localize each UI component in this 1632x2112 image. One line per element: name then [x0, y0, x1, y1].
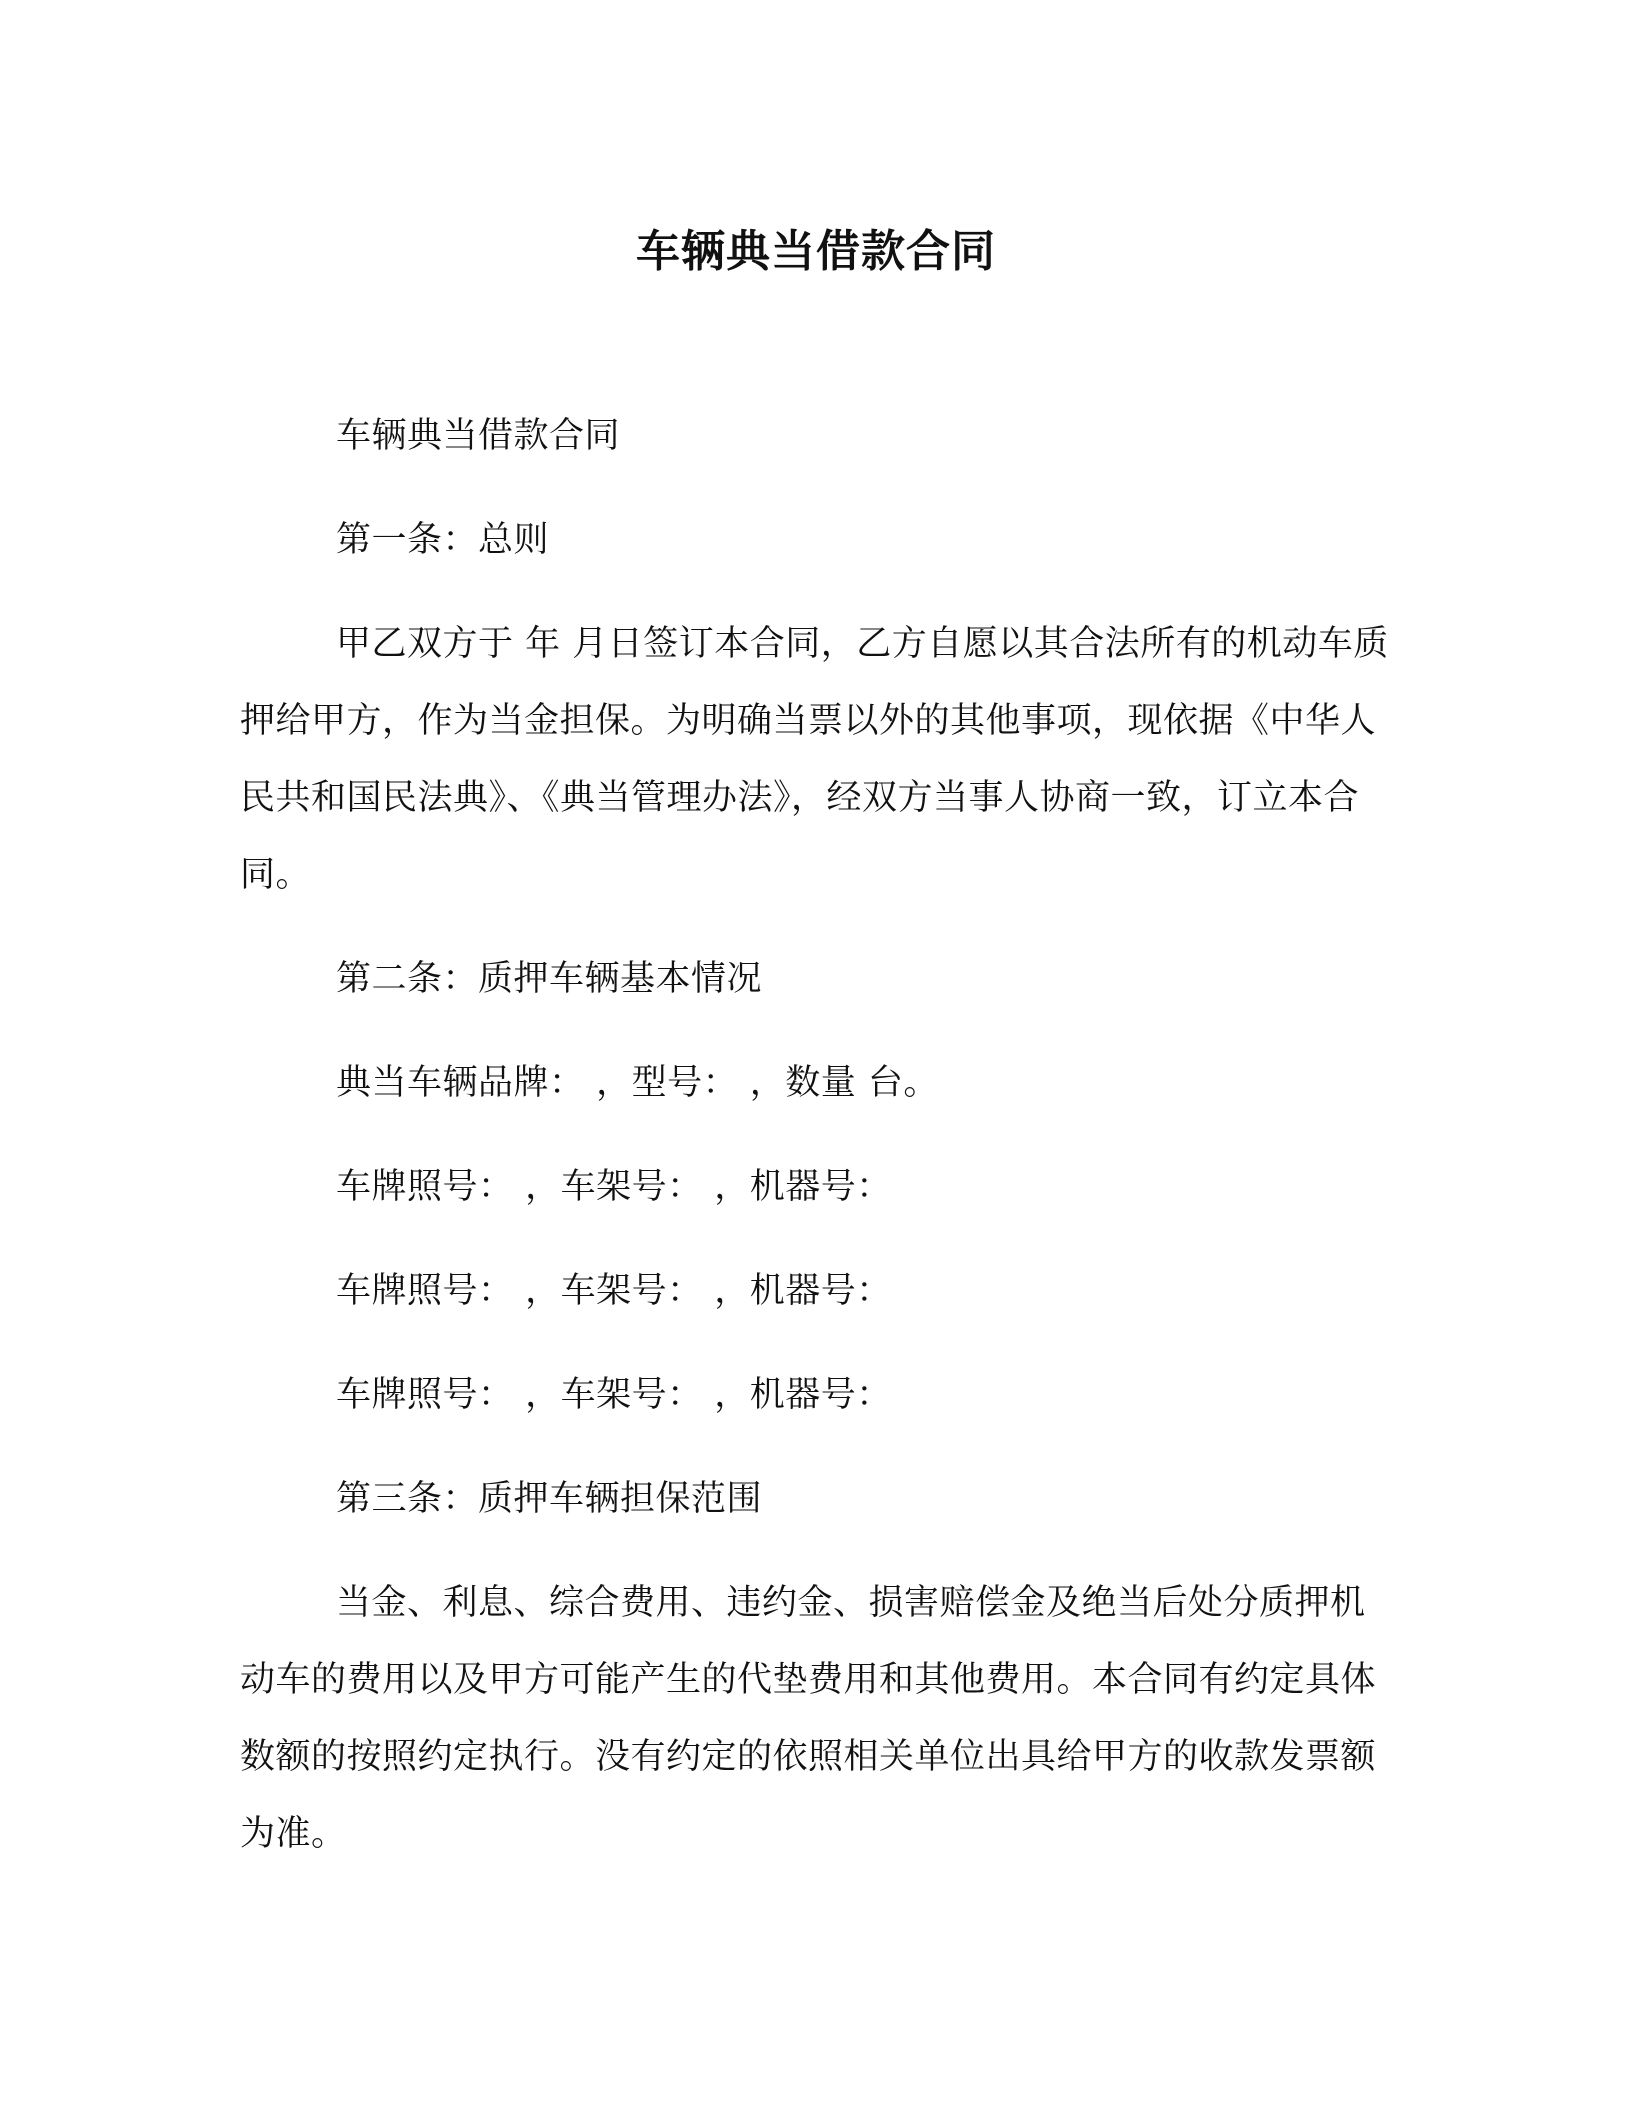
article-1-heading: 第一条：总则	[336, 520, 550, 560]
vehicle-plate-line: 车牌照号： ，车架号： ，机器号：	[336, 1167, 892, 1207]
subtitle-paragraph: 车辆典当借款合同	[336, 416, 621, 456]
article-1-text: 甲乙双方于 年 月日签订本合同，乙方自愿以其合法所有的机动车质押给甲方，作为当金担保。为明确当票以外的其他事项，现依据《中华人民共和国民法典》、《典当管理办法》，经双方当事人协商一致，订立本合同。	[240, 624, 1389, 895]
document-body	[240, 398, 1390, 1900]
vehicle-plate-line: 车牌照号： ，车架号： ，机器号：	[336, 1271, 892, 1311]
article-2-heading: 第二条：质押车辆基本情况	[336, 959, 763, 999]
article-3-heading: 第三条：质押车辆担保范围	[336, 1479, 763, 1519]
vehicle-plate-line: 车牌照号： ，车架号： ，机器号：	[336, 1375, 892, 1415]
document-title: 车辆典当借款合同	[636, 226, 996, 277]
article-3-text: 当金、利息、综合费用、违约金、损害赔偿金及绝当后处分质押机动车的费用以及甲方可能产生的代垫费用和其他费用。本合同有约定具体数额的按照约定执行。没有约定的依照相关单位出具给甲方的收款发票额为准。	[240, 1583, 1377, 1854]
vehicle-brand-line: 典当车辆品牌： ，型号： ，数量 台。	[336, 1063, 939, 1103]
